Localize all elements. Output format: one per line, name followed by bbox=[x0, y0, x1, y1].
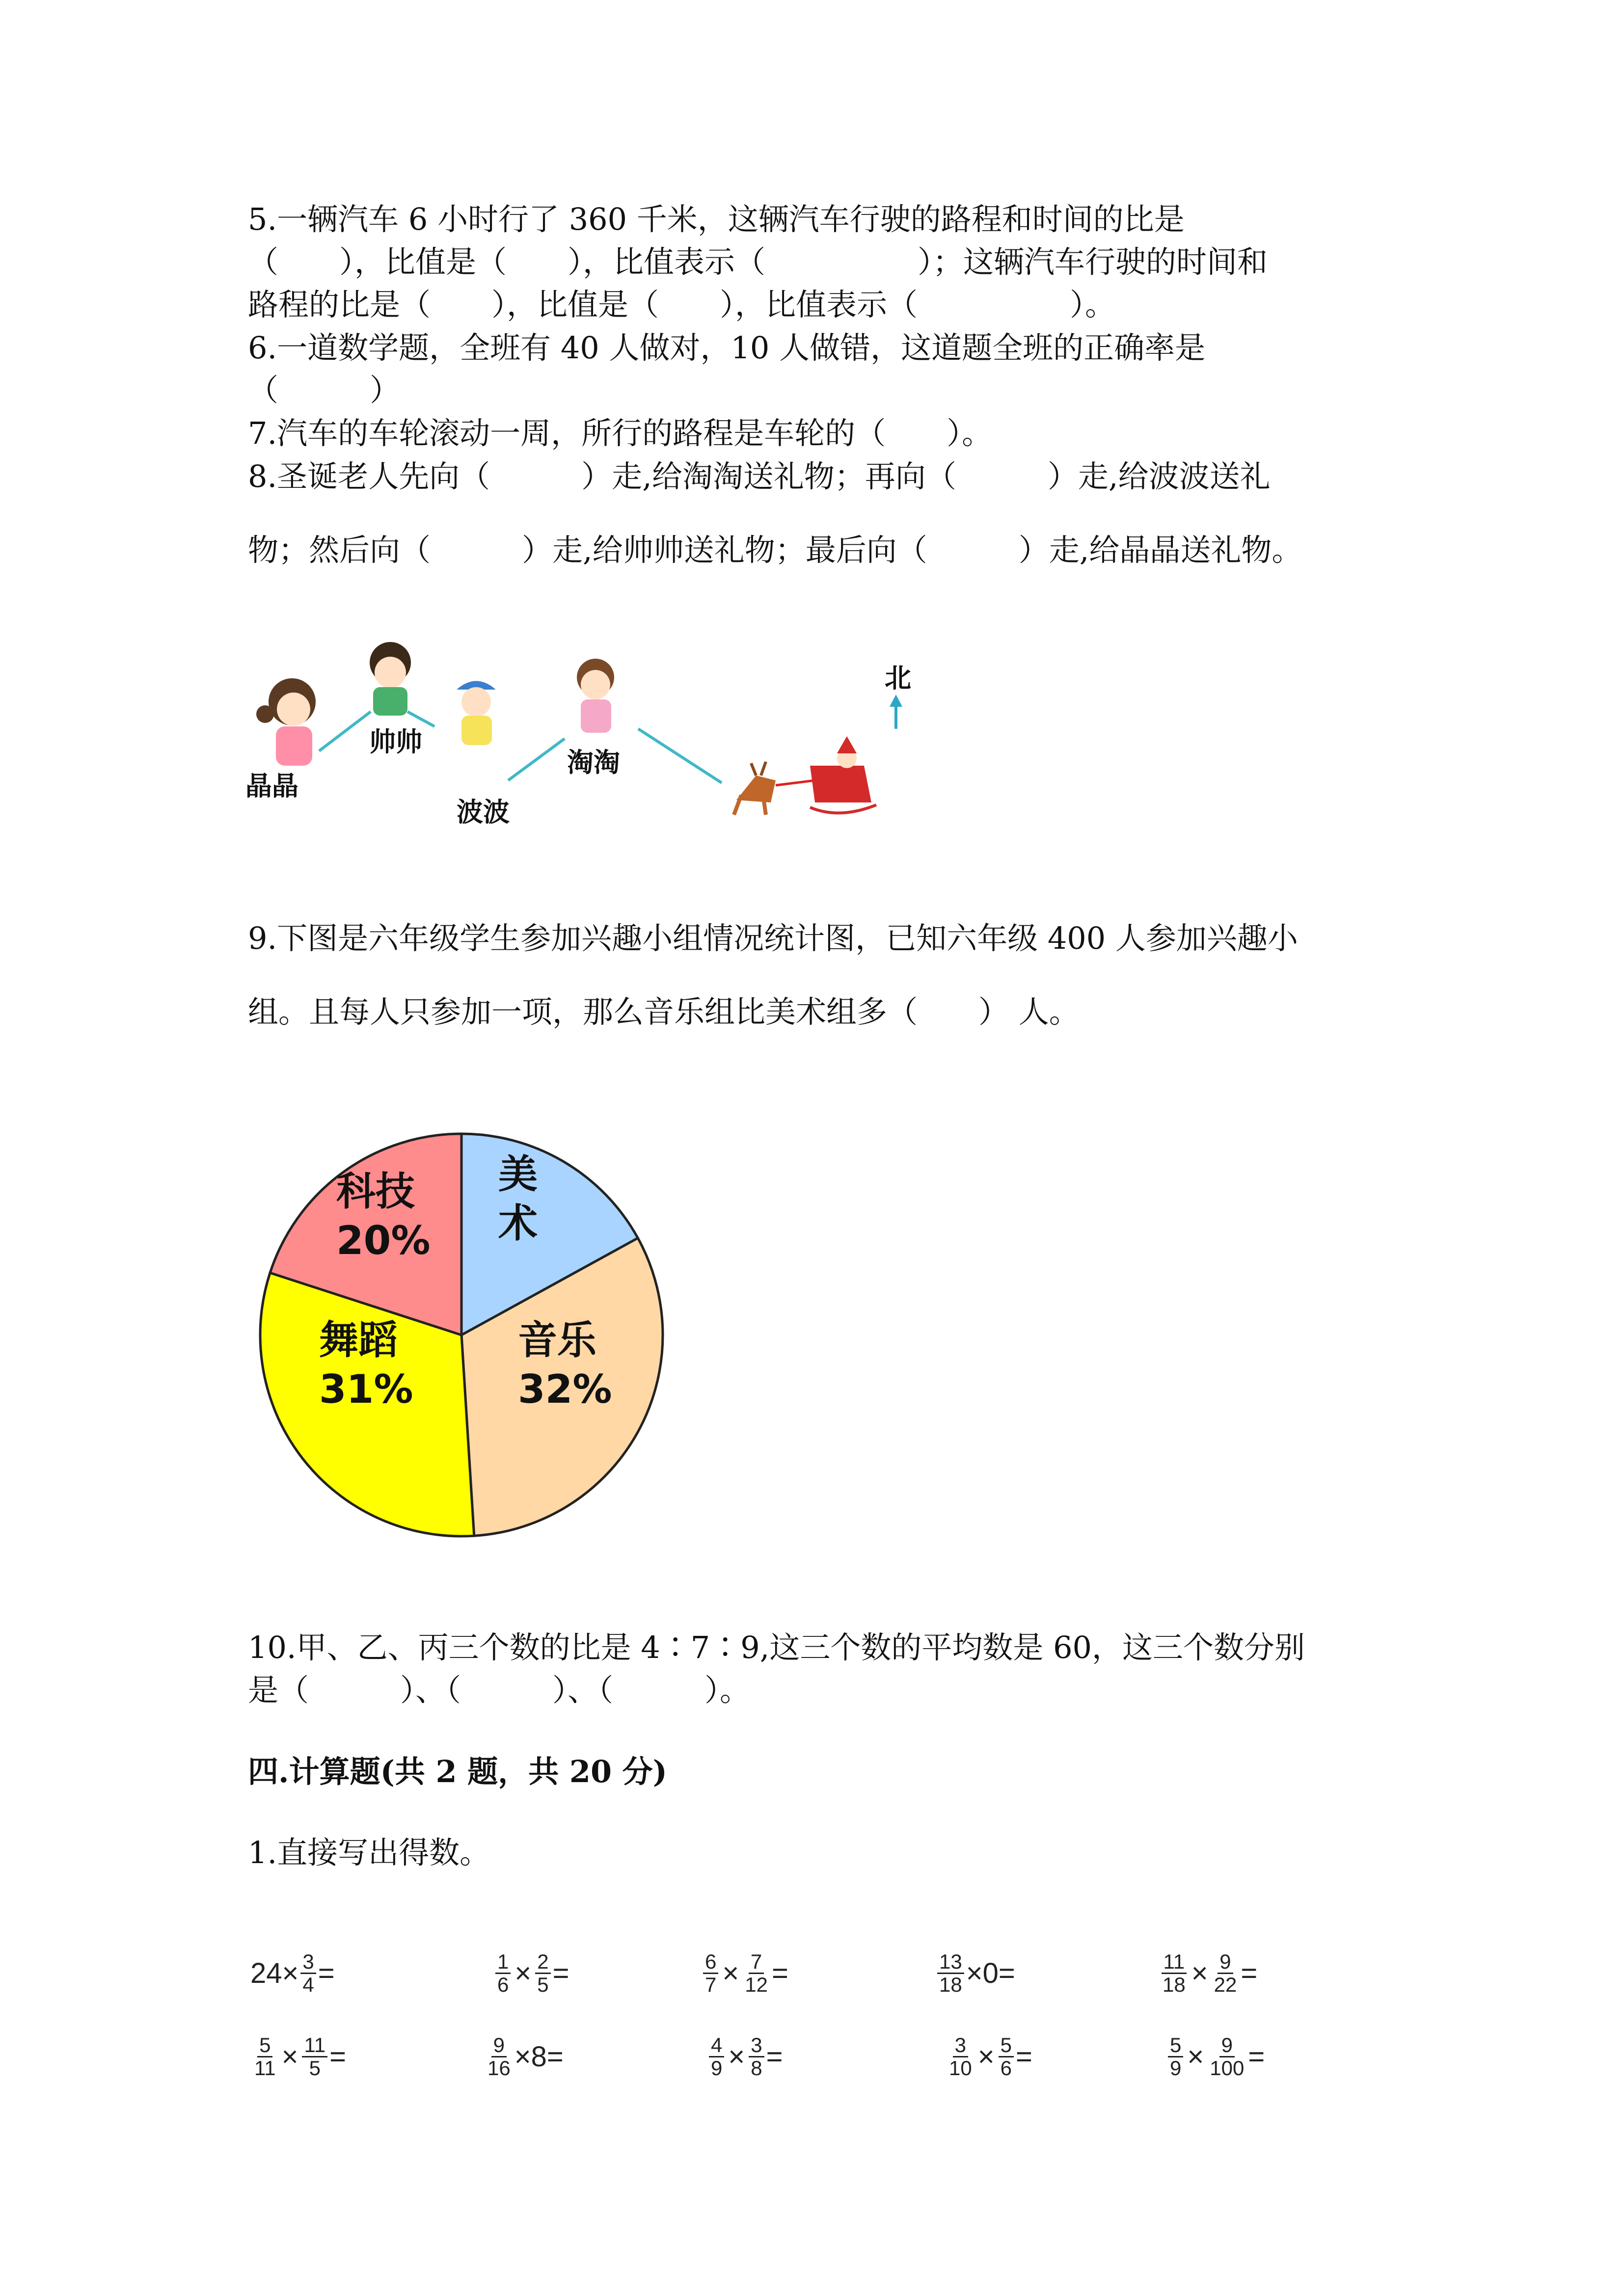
slice-label-keji: 科技 bbox=[336, 1169, 415, 1214]
q5-line-2: （ ），比值是（ ），比值表示（ ）；这辆汽车行驶的时间和 bbox=[248, 244, 1268, 280]
calc-text: ×0= bbox=[966, 1957, 1015, 1989]
fraction: $\frac{1}{6}$ bbox=[495, 1951, 511, 1996]
fraction: $\frac{9}{16}$ bbox=[487, 2033, 511, 2080]
north-label: 北 bbox=[885, 663, 911, 694]
q5-line-3: 路程的比是（ ），比值是（ ），比值表示（ ）。 bbox=[248, 287, 1116, 322]
slice-value-keji: 20% bbox=[336, 1218, 431, 1263]
calc-item: $\frac{11}{18}$ × $\frac{9}{22}$ = bbox=[1159, 1951, 1257, 1996]
slice-label-yinyue: 音乐 bbox=[518, 1317, 596, 1363]
fraction: $\frac{7}{12}$ bbox=[745, 1950, 768, 1996]
fraction: $\frac{4}{9}$ bbox=[709, 2034, 724, 2079]
q6-line-1: 6.一道数学题，全班有 40 人做对，10 人做错，这道题全班的正确率是 bbox=[248, 330, 1206, 366]
q10-line-1: 10.甲、乙、丙三个数的比是 4∶7∶9,这三个数的平均数是 60，这三个数分别 bbox=[248, 1629, 1305, 1665]
slice-value-yinyue: 32% bbox=[518, 1366, 612, 1412]
name-taotao: 淘淘 bbox=[567, 747, 620, 778]
slice-label-meishu-2: 术 bbox=[498, 1201, 538, 1246]
name-shuaishuai: 帅帅 bbox=[369, 726, 422, 757]
calc-item bbox=[484, 2034, 564, 2079]
route-line bbox=[407, 712, 434, 726]
north-arrow-icon bbox=[890, 694, 902, 729]
calc-q1-label: 1.直接写出得数。 bbox=[248, 1835, 490, 1870]
calc-item bbox=[935, 1951, 1015, 1996]
slice-label-meishu-1: 美 bbox=[498, 1151, 538, 1197]
fraction: $\frac{5}{11}$ bbox=[254, 2033, 276, 2080]
santa-route-figure bbox=[245, 633, 923, 849]
calc-item: $\frac{3}{10}$ × $\frac{5}{6}$ = bbox=[945, 2034, 1032, 2079]
name-jingjing: 晶晶 bbox=[245, 771, 298, 801]
fraction: $\frac{9}{22}$ bbox=[1214, 1950, 1237, 1996]
fraction: $\frac{3}{10}$ bbox=[949, 2033, 972, 2080]
slice-value-wudao: 31% bbox=[319, 1366, 413, 1412]
fraction: $\frac{6}{7}$ bbox=[703, 1951, 718, 1996]
fraction: $\frac{11}{5}$ bbox=[302, 2034, 327, 2079]
calc-text: 24× bbox=[250, 1957, 299, 1989]
fraction: $\frac{5}{6}$ bbox=[999, 2034, 1014, 2079]
fraction: $\frac{9}{100}$ bbox=[1210, 2033, 1245, 2080]
fraction: $\frac{5}{9}$ bbox=[1168, 2034, 1183, 2079]
shuaishuai-figure bbox=[370, 642, 411, 716]
q7-line: 7.汽车的车轮滚动一周，所行的路程是车轮的（ ）。 bbox=[248, 415, 993, 451]
slice-label-wudao: 舞蹈 bbox=[319, 1317, 398, 1363]
q8-line-2: 物；然后向（ ）走,给帅帅送礼物；最后向（ ）走,给晶晶送礼物。 bbox=[248, 532, 1302, 568]
fraction: $\frac{13}{18}$ bbox=[937, 1951, 964, 1996]
q9-line-2: 组。且每人只参加一项，那么音乐组比美术组多（ ） 人。 bbox=[248, 994, 1080, 1030]
route-line bbox=[508, 739, 565, 780]
interest-group-pie-chart bbox=[245, 1119, 677, 1551]
calc-item bbox=[250, 1951, 335, 1996]
name-bobo: 波波 bbox=[457, 797, 510, 828]
q9-line-1: 9.下图是六年级学生参加兴趣小组情况统计图，已知六年级 400 人参加兴趣小 bbox=[248, 920, 1298, 956]
calc-text: ×8= bbox=[514, 2041, 564, 2073]
route-line bbox=[638, 729, 722, 783]
q5-line-1: 5.一辆汽车 6 小时行了 360 千米，这辆汽车行驶的路程和时间的比是 bbox=[248, 201, 1185, 237]
fraction: $\frac{3}{4}$ bbox=[300, 1951, 316, 1996]
calc-text: = bbox=[318, 1957, 335, 1989]
route-line bbox=[319, 712, 371, 751]
calc-item: $\frac{5}{11}$ × $\frac{11}{5}$ = bbox=[250, 2034, 346, 2079]
jingjing-figure bbox=[256, 678, 316, 766]
q6-line-2: （ ） bbox=[248, 372, 401, 408]
q8-line-1: 8.圣诞老人先向（ ）走,给淘淘送礼物；再向（ ）走,给波波送礼 bbox=[248, 458, 1271, 494]
taotao-figure bbox=[577, 659, 614, 733]
santa-sleigh-icon bbox=[734, 736, 876, 815]
q10-line-2: 是（ ）、（ ）、（ ）。 bbox=[248, 1672, 751, 1708]
calc-item: $\frac{4}{9}$ × $\frac{3}{8}$ = bbox=[707, 2034, 783, 2079]
fraction: $\frac{2}{5}$ bbox=[535, 1951, 550, 1996]
fraction: $\frac{3}{8}$ bbox=[749, 2034, 764, 2079]
fraction: $\frac{11}{18}$ bbox=[1161, 1951, 1188, 1996]
calc-item: $\frac{6}{7}$ × $\frac{7}{12}$ = bbox=[701, 1951, 788, 1996]
calc-item: $\frac{5}{9}$ × $\frac{9}{100}$ = bbox=[1166, 2034, 1265, 2079]
section-heading: 四.计算题(共 2 题，共 20 分) bbox=[248, 1754, 668, 1789]
calc-item: $\frac{1}{6}$ × $\frac{2}{5}$ = bbox=[493, 1951, 569, 1996]
bobo-figure bbox=[457, 681, 496, 746]
